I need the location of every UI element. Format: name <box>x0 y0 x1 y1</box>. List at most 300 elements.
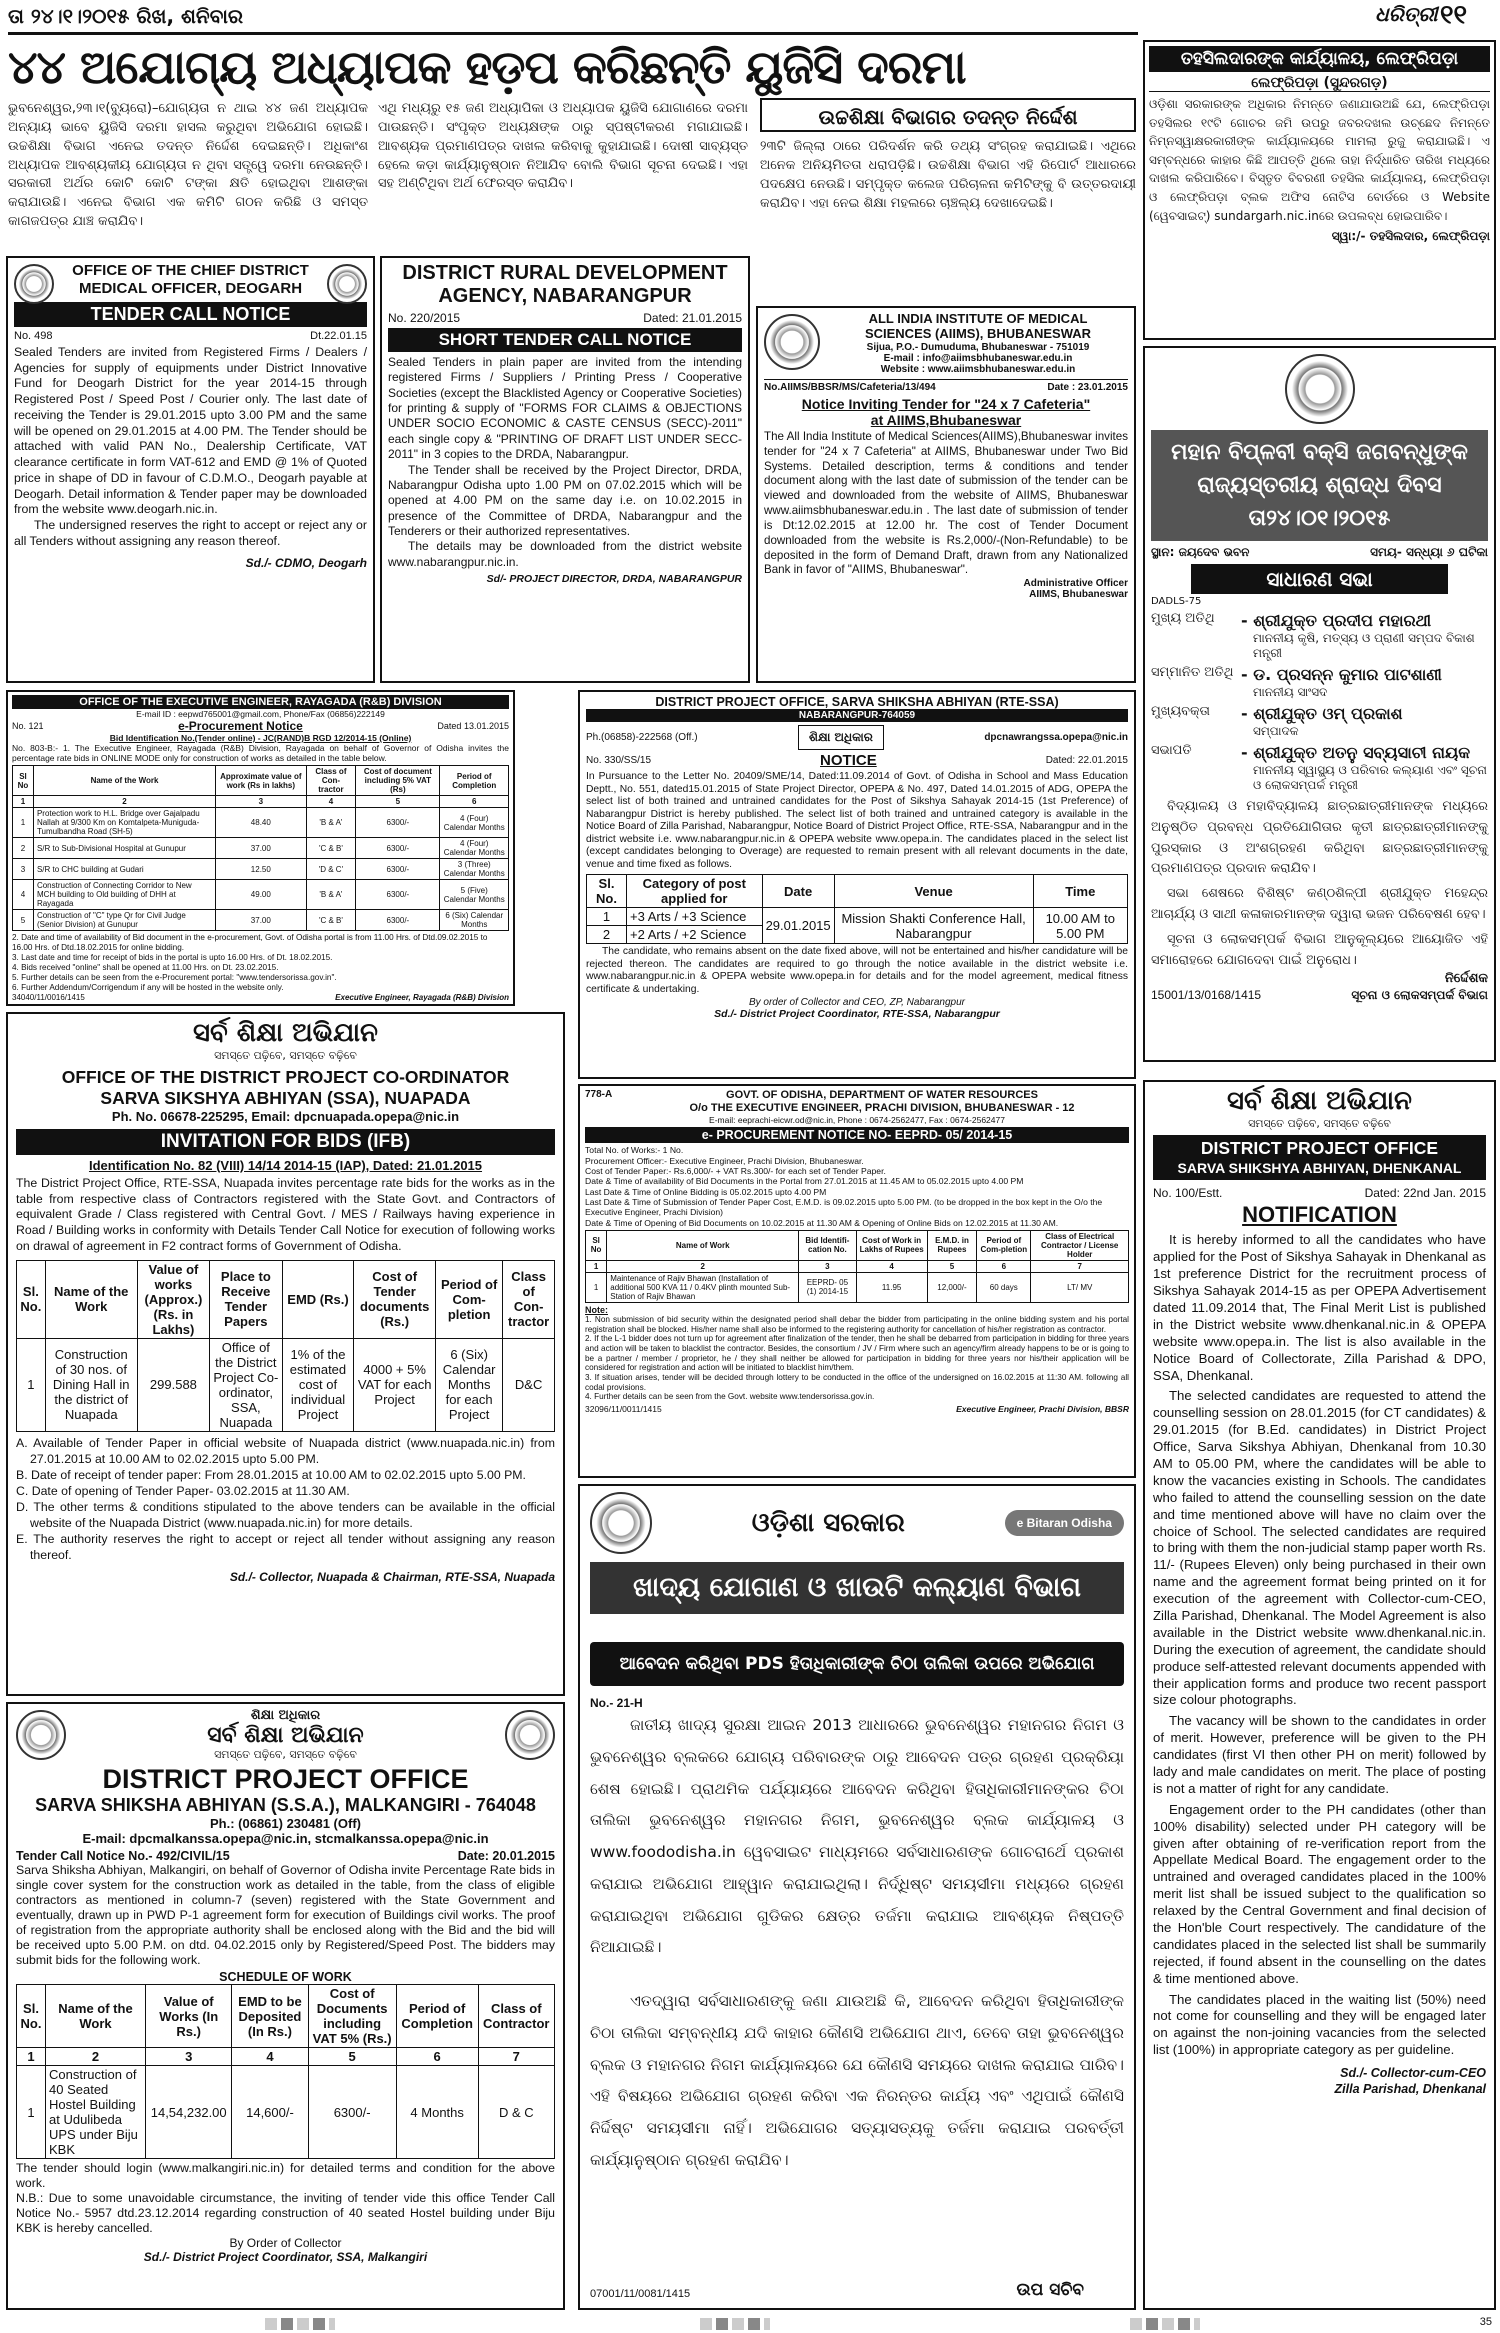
table-row <box>13 859 509 880</box>
table-cell: 3 <box>13 859 34 880</box>
shraddha-para2: ସଭା ଶେଷରେ ବିଶିଷ୍ଟ କଣ୍ଠଶିଳ୍ପୀ ଶ୍ରୀଯୁକ୍ତ ମହେନ୍ଦ୍ର ଆଚାର୍ଯ୍ୟ ଓ ସାଥୀ କଳାକାରମାନଙ୍କ ଦ୍ୱାରା ଭଜନ ପରିବେଷଣ ହେବ। <box>1151 886 1488 922</box>
table-cell: 6 (Six) Calendar Months for each Project <box>435 1338 502 1431</box>
notice-line: Last Date & Time of Online Bidding is 05.02.2015 upto 4.00 PM <box>585 1186 827 1197</box>
note-item: 4. Further details can be seen from the Govt. website www.tendersorissa.gov.in. <box>585 1392 875 1402</box>
dhenkanal-p1: It is hereby informed to all the candidates who have applied for the Post of Sikshya Sahayak in Dhenkanal as 1st preference District for the recruitment process of Sikshya Sahayak 2014-15 as per OPEPA Advertisement dated 11.09.2014 that, The Final Merit List is published in the District website www.dhenkanal.nic.in & OPEPA website www.opepa.in. The list is also available in the Notice Board of Collectorate, Zilla Parishad & DPO, SSA, Dhenkanal. <box>1153 1232 1486 1383</box>
tahasildar-notice <box>1143 40 1496 340</box>
table-cell: 'C & B' <box>306 838 356 859</box>
table-cell: 1 <box>587 908 627 926</box>
table-cell: 6 (Six) Calendar Months <box>440 910 509 931</box>
cdmo-body2: The undersigned reserves the right to accept or reject any or all Tenders without assigning any reason thereof. <box>14 518 367 548</box>
cdmo-sign: Sd./- CDMO, Deogarh <box>245 555 367 570</box>
food-supplies-notice <box>578 1484 1136 2310</box>
nabarangpur-title: DISTRICT PROJECT OFFICE, SARVA SHIKSHA ABHIYAN (RTE-SSA) <box>655 695 1059 709</box>
nabarangpur-bar: NOTICE <box>820 752 877 769</box>
table-header: Sl. No. <box>587 875 627 908</box>
tahasildar-title: ତହସିଲଦାରଙ୍କ କାର୍ଯ୍ୟାଳୟ, ଲେଫ୍ରିପଡ଼ା <box>1149 46 1490 72</box>
odisha-emblem-logo <box>505 1710 555 1760</box>
guest-desc: ମାନନୀୟ କୃଷି, ମତ୍ସ୍ୟ ଓ ପ୍ରାଣୀ ସମ୍ପଦ ବିକାଶ ମନ୍ତ୍ରୀ <box>1253 631 1475 660</box>
footer-page-number: 35 <box>1479 2316 1492 2328</box>
note-item: D. The other terms & conditions stipulated to the above tenders can be available in the official website of the Nuapada District (www.nuapada.nic.in) for more details. <box>16 1499 555 1530</box>
table-column-number: 1 <box>17 2048 46 2066</box>
note-item: 5. Further details can be seen from the e-Procurement portal: "www.tendersorissa.gov.in". <box>12 972 337 982</box>
table-cell: 29.01.2015 <box>762 908 834 944</box>
note-item: 6. Further Addendum/Corrigendum if any will be hosted in the website only. <box>12 982 284 992</box>
table-column-number: 6 <box>977 1260 1031 1272</box>
table-cell: LT/ MV <box>1031 1272 1129 1302</box>
table-cell: 6300/- <box>308 2066 396 2159</box>
table-header: Period of Completion <box>440 766 509 796</box>
malkangiri-sign1: By Order of Collector <box>229 2236 342 2250</box>
table-cell: 4 Months <box>396 2066 478 2159</box>
aiims-address: Sijua, P.O.- Dumuduma, Bhubaneswar - 751019 <box>866 341 1090 353</box>
guest-role: ସଭାପତି <box>1151 743 1192 758</box>
story-box-title: ଉଚ୍ଚଶିକ୍ଷା ବିଭାଗର ତଦନ୍ତ ନିର୍ଦ୍ଦେଶ <box>760 98 1136 132</box>
table-header: Cost of document including 5% VAT (Rs) <box>356 766 440 796</box>
guest-info <box>1241 743 1488 793</box>
table-cell: Construction of 30 nos. of Dining Hall in the district of Nuapada <box>45 1338 137 1431</box>
malkangiri-body2: The tender should login (www.malkangiri.nic.in) for detailed terms and condition for the above work. <box>16 2161 555 2190</box>
table-header: Sl. No. <box>17 1985 46 2048</box>
aiims-tender <box>756 306 1136 683</box>
table-cell: 'D & C' <box>306 859 356 880</box>
guest-info <box>1241 665 1488 700</box>
table-column-number: 7 <box>1031 1260 1129 1272</box>
aiims-body: The All India Institute of Medical Sciences(AIIMS),Bhubaneswar invites tender for "24 x 7 Cafeteria" at AIIMS, Bhubaneswar under Two Bid Systems. Detailed description, terms & conditions and tender document along with the last date of submission of the tender can be viewed and downloaded from the website of AIIMS, Bhubaneswar www.aiimsbhubaneswar.edu.in . The last date of submission of tender is Dt:12.02.2015 at 12.00 hr. The cost of Tender Document downloaded from the website is Rs.2,000/-(Non-Refundable) to be deposited in the form of Demand Draft, drawn from any Nationalized Bank in favor of "AIIMS, Bhubaneswar". <box>764 429 1128 577</box>
table-cell: 12,000/- <box>927 1272 976 1302</box>
table-header: E.M.D. in Rupees <box>927 1230 976 1260</box>
drda-date: Dated: 21.01.2015 <box>643 311 742 325</box>
nabarangpur-sign2: Sd./- District Project Coordinator, RTE-SSA, Nabarangpur <box>714 1007 1000 1020</box>
table-column-number: 3 <box>216 796 307 808</box>
water-title2: O/o THE EXECUTIVE ENGINEER, PRACHI DIVISION, BHUBANESWAR - 12 <box>689 1102 1075 1115</box>
table-cell: +3 Arts / +3 Science <box>626 908 762 926</box>
water-note-heading: Note: <box>585 1304 608 1315</box>
table-cell: 11.95 <box>856 1272 927 1302</box>
odisha-emblem-logo <box>1285 354 1355 424</box>
shraddha-ref: 15001/13/0168/1415 <box>1151 988 1262 1003</box>
aiims-date: Date : 23.01.2015 <box>1047 381 1128 393</box>
rayagada-bid: Bid Identification No.(Tender online) - JC(RAND)B RGD 12/2014-15 (Online) <box>109 733 412 743</box>
shraddha-dept: ସୂଚନା ଓ ଲୋକସମ୍ପର୍କ ବିଭାଗ <box>1351 988 1488 1003</box>
shraddha-para1: ବିଦ୍ୟାଳୟ ଓ ମହାବିଦ୍ୟାଳୟ ଛାତ୍ରଛାତ୍ରୀମାନଙ୍କ ମଧ୍ୟରେ ଅନୁଷ୍ଠିତ ପ୍ରବନ୍ଧ ପ୍ରତିଯୋଗିତାର କୃତୀ ଛାତ୍ରଛାତ୍ରୀମାନଙ୍କୁ ପୁରସ୍କାର ଓ ଅଂଶଗ୍ରହଣ କରିଥିବା ଛାତ୍ରଛାତ୍ରୀମାନଙ୍କୁ ପ୍ରମାଣପତ୍ର ପ୍ରଦାନ କରାଯିବ। <box>1151 799 1488 877</box>
table-cell: 12.50 <box>216 859 307 880</box>
food-sign: ଉପ ସଚିବ <box>1016 2280 1084 2300</box>
table-header: Name of the Work <box>45 1260 137 1338</box>
nuapada-body: The District Project Office, RTE-SSA, Nuapada invites percentage rate bids for the works as in the table from respective class of Contractors registered with the State Govt. and Contractors of equivalent Grade / Class registered with Central Govt. / MES / Railways having experience in Road / Building works in conformity with Details Tender Call Notice for execution of following works on drawal of agreement in F2 contract forms of Government of Odisha. <box>16 1176 555 1253</box>
shraddha-bar: ସାଧାରଣ ସଭା <box>1191 564 1448 594</box>
water-resources-tender <box>578 1084 1136 1478</box>
rayagada-no: No. 121 <box>12 721 44 731</box>
color-registration-marks <box>0 2316 1500 2333</box>
table-header: Period of Completion <box>396 1985 478 2048</box>
nabarangpur-email: dpcnawrangssa.opepa@nic.in <box>984 732 1128 743</box>
malkangiri-email: E-mail: dpcmalkanssa.opepa@nic.in, stcmalkanssa.opepa@nic.in <box>82 1831 489 1846</box>
food-ref: 07001/11/0081/1415 <box>590 2288 691 2300</box>
table-cell: 60 days <box>977 1272 1031 1302</box>
table-cell: 4 (Four) Calendar Months <box>440 808 509 838</box>
table-row <box>587 908 1128 926</box>
table-header: Approximate value of work (Rs in lakhs) <box>216 766 307 796</box>
story-col3: ୨୩ଟି ଜିଲ୍ଲା ଠାରେ ପରିଦର୍ଶନ କରି ତଥ୍ୟ ସଂଗ୍ରହ କରାଯାଇଛି। ଏଥିରେ ଅନେକ ଅନିୟମିତତା ଧରାପଡ଼ିଛି। ଉଚ୍ଚଶିକ୍ଷା ବିଭାଗ ଏହି ରିପୋର୍ଟ ଆଧାରରେ ପଦକ୍ଷେପ ନେଉଛି। ସମ୍ପୃକ୍ତ କଲେଜ ପରିଚାଳନା କମିଟିଙ୍କୁ ବି ଉତ୍ତରଦାୟୀ କରାଯିବ। ଏହା ନେଇ ଶିକ୍ଷା ମହଲରେ ଚାଞ୍ଚଲ୍ୟ ଦେଖାଦେଇଛି। <box>760 139 1136 211</box>
shraddha-time: ସମୟ- ସନ୍ଧ୍ୟା ୬ ଘଟିକା <box>1370 545 1488 559</box>
table-cell: 'B & A' <box>306 808 356 838</box>
table-cell: 14,54,232.00 <box>145 2066 231 2159</box>
tahasildar-body: ଓଡ଼ିଶା ସରକାରଙ୍କ ଅଧିକାର ନିମନ୍ତେ ଜଣାଯାଉଅଛି ଯେ, ଲେଫ୍ରିପଡ଼ା ତହସିଲର ୧୯ଟି ଗୋଚର ଜମି ଉପରୁ ଜବରଦଖଲ ଉଚ୍ଛେଦ ନିମନ୍ତେ ନିମ୍ନସ୍ୱାକ୍ଷରକାରୀଙ୍କ କାର୍ଯ୍ୟାଳୟରେ ମାମଲା ରୁଜୁ କରାଯାଇଛି। ଏ ସମ୍ବନ୍ଧରେ କାହାର କିଛି ଆପତ୍ତି ଥିଲେ ତାହା ନିର୍ଦ୍ଧାରିତ ତାରିଖ ମଧ୍ୟରେ ଦାଖଲ କରିପାରିବେ। ବିସ୍ତୃତ ବିବରଣୀ ତହସିଲ କାର୍ଯ୍ୟାଳୟ, ଲେଫ୍ରିପଡ଼ା ଓ ଲେଫ୍ରିପଡ଼ା ବ୍ଲକ ଅଫିସ ନୋଟିସ ବୋର୍ଡରେ ଓ Website (ୱେବସାଇଟ୍) sundargarh.nic.inରେ ଉପଲବ୍ଧ ହୋଇପାରିବ। <box>1149 97 1490 223</box>
table-cell: 5 (Five) Calendar Months <box>440 880 509 910</box>
table-header: Value of Works (In Rs.) <box>145 1985 231 2048</box>
drda-no: No. 220/2015 <box>388 311 461 325</box>
table-cell: 2 <box>587 926 627 944</box>
note-item: 1. Non submission of bid security within the designated period shall debar the bidder from participating in the online bidding system and his portal registration shall be blocked. His/her name shall also be informed to the registering authority for cancellation of his/her registration as contractor. <box>585 1314 1129 1334</box>
table-cell: Construction of 40 Seated Hostel Building at Udulibeda UPS under Biju KBK <box>46 2066 146 2159</box>
ssa-logo: ସର୍ବ ଶିକ୍ଷା ଅଭିଯାନ ସମସ୍ତେ ପଢ଼ିବେ, ସମସ୍ତେ ବଢ଼ିବେ <box>1227 1086 1412 1130</box>
table-cell: 1 <box>13 808 34 838</box>
table-cell: S/R to Sub-Divisional Hospital at Gunupur <box>33 838 215 859</box>
table-column-number: 6 <box>440 796 509 808</box>
table-column-number: 1 <box>586 1260 607 1272</box>
nabarangpur-ssa-notice <box>578 690 1136 1079</box>
table-cell: S/R to CHC building at Gudari <box>33 859 215 880</box>
table-header: Class of Electrical Contractor / License Holder <box>1031 1230 1129 1260</box>
water-code: 778-A <box>585 1089 613 1100</box>
table-header: Period of Com-pletion <box>977 1230 1031 1260</box>
drda-sign: Sd/- PROJECT DIRECTOR, DRDA, NABARANGPUR <box>486 573 742 586</box>
table-cell: Mission Shakti Conference Hall, Nabarangpur <box>834 908 1033 944</box>
table-cell: 3 (Three) Calendar Months <box>440 859 509 880</box>
table-header: Time <box>1033 875 1127 908</box>
food-govt: ଓଡ଼ିଶା ସରକାର <box>751 1507 905 1538</box>
table-column-number: 3 <box>145 2048 231 2066</box>
odisha-emblem-logo <box>14 264 54 304</box>
tahasildar-subtitle: ଲେଫ୍ରିପଡ଼ା (ସୁନ୍ଦରଗଡ଼) <box>1149 75 1490 92</box>
guest-info <box>1241 704 1488 739</box>
dhenkanal-p2: The selected candidates are requested to attend the counselling session on 28.01.2015 (for CT candidates) & 29.01.2015 (for B.Ed. candidates) in District Project Office, Sarva Sikshya Abhiyan, Dhenkanal from 10.30 AM to 05.00 PM, where the candidates will be able to know the vacancies existing in Schools. The candidates who failed to attend the counselling session on the date and time mentioned above will have no claim over the choice of School. The selected candidates are required to bring with them the non-judicial stamp paper worth Rs. 11/- (Rupees Eleven) only being purchased in their own name and the agreement format being printed on it for execution of the agreement with Collector-cum-CEO, Zilla Parishad, Dhenkanal. The Model Agreement is also available in the District website www.dhenkanal.nic.in. During the execution of agreement, the candidate should produce self-attested relevant documents appended with their application forms and produce two recent passport size colour photographs. <box>1153 1388 1486 1708</box>
cdmo-no: No. 498 <box>14 330 53 342</box>
nuapada-ifb <box>6 1012 565 1696</box>
table-cell: Protection work to H.L. Bridge over Gajalpadu Nallah at 9/300 Km on Komtalpeta-Muniguda- Tumulbandha Road (SH-5) <box>33 808 215 838</box>
header-rule <box>8 32 1138 35</box>
aiims-website: Website : www.aiimsbhubaneswar.edu.in <box>880 363 1076 375</box>
table-header: Period of Com-pletion <box>435 1260 502 1338</box>
table-header: Cost of Tender documents (Rs.) <box>354 1260 436 1338</box>
rayagada-date: Dated 13.01.2015 <box>437 721 509 731</box>
aiims-sign: Administrative Officer AIIMS, Bhubaneswar <box>1023 578 1128 601</box>
food-body2: ଏତଦ୍ୱାରା ସର୍ବସାଧାରଣଙ୍କୁ ଜଣା ଯାଉଅଛି କି, ଆବେଦନ କରିଥିବା ହିତାଧିକାରୀଙ୍କ ଚିଠା ତାଲିକା ସମ୍ବନ୍ଧୀୟ ଯଦି କାହାର କୌଣସି ଅଭିଯୋଗ ଥାଏ, ତେବେ ତାହା ଭୁବନେଶ୍ୱର ବ୍ଲକ ଓ ମହାନଗର ନିଗମ କାର୍ଯ୍ୟାଳୟରେ ଯେ କୌଣସି ସମୟରେ ଦାଖଲ କରାଯାଇ ପାରିବ। ଏହି ବିଷୟରେ ଅଭିଯୋଗ ଗ୍ରହଣ କରିବା ଏକ ନିରନ୍ତର କାର୍ଯ୍ୟ ଏବଂ ଏଥିପାଇଁ କୌଣସି ନିର୍ଦ୍ଦିଷ୍ଟ ସମୟସୀମା ନାହିଁ। ଅଭିଯୋଗର ସତ୍ୟାସତ୍ୟକୁ ତର୍ଜମା କରାଯାଇ ପରବର୍ତ୍ତୀ କାର୍ଯ୍ୟାନୁଷ୍ଠାନ ଗ୍ରହଣ କରାଯିବ। <box>590 1992 1124 2169</box>
ssa-round-logo <box>16 1710 66 1760</box>
table-cell: 6300/- <box>356 880 440 910</box>
cdmo-body: Sealed Tenders are invited from Registered Firms / Dealers / Agencies for supply of equipments under District Innovative Fund for Deogarh District for the year 2014-15 through Registered Post / Speed Post / Courier only. The last date of receiving the Tender is 29.01.2015 upto 3.00 PM and the same will be opened on 29.01.2015 at 4.00 PM. The Tender should be attached with valid PAN No., Dealership Certificate, VAT clearance certificate in form VAT-612 and EMD @ 1% of Quoted price in shape of DD in favour of C.D.M.O., Deogarh payable at Deogarh. Detail information & Tender paper may be downloaded from the website www.deogarh.nic.in. <box>14 345 367 517</box>
guest-name: - ଡ. ପ୍ରସନ୍ନ କୁମାର ପାଟଶାଣୀ <box>1241 665 1442 684</box>
guest-name: - ଶ୍ରୀଯୁକ୍ତ ପ୍ରଦୀପ ମହାରଥୀ <box>1241 611 1432 630</box>
malkangiri-phone: Ph.: (06861) 230481 (Off) <box>209 1816 361 1831</box>
malkangiri-date: Date: 20.01.2015 <box>457 1849 555 1863</box>
dhenkanal-p4: Engagement order to the PH candidates (other than 100% disability) selected under PH category will be given after obtaining of re-verification report from the Appellate Medical Board. The engagement order to the untrained and overaged candidates placed in the 100% merit list shall be issued subject to the qualification so relaxed by the Central Government and final decision of the Hon'ble Court respectively. The candidature of the candidates placed in the selected list shall be summarily rejected, if found absent in the counselling on the dates & time mentioned above. <box>1153 1801 1486 1986</box>
nuapada-table <box>16 1260 555 1432</box>
table-cell: 1% of the estimated cost of individual Project <box>282 1338 354 1431</box>
malkangiri-logo-text: ଶିକ୍ଷା ଅଧିକାର ସର୍ବ ଶିକ୍ଷା ଅଭିଯାନ ସମସ୍ତେ ପଢ଼ିବେ, ସମସ୍ତେ ବଢ଼ିବେ <box>207 1708 364 1761</box>
table-column-number: 5 <box>308 2048 396 2066</box>
rayagada-title: OFFICE OF THE EXECUTIVE ENGINEER, RAYAGADA (R&B) DIVISION <box>12 695 509 709</box>
table-cell: 299.588 <box>137 1338 209 1431</box>
food-bar: ଆବେଦନ କରିଥିବା PDS ହିତାଧିକାରୀଙ୍କ ଚିଠା ତାଲିକା ଉପରେ ଅଭିଯୋଗ <box>590 1642 1124 1686</box>
table-cell: 1 <box>586 1272 607 1302</box>
rayagada-notice: e-Procurement Notice <box>178 719 303 733</box>
table-column-number: 2 <box>33 796 215 808</box>
note-item: 4. Bids received "online" shall be opened at 11.00 Hrs. on Dt. 23.02.2015. <box>12 962 279 972</box>
drda-body3: The details may be downloaded from the district website www.nabarangpur.nic.in. <box>388 539 742 569</box>
table-column-number: 4 <box>856 1260 927 1272</box>
malkangiri-nb: N.B.: Due to some unavoidable circumstance, the inviting of tender vide this office Tender Call Notice No.- 5957 dtd.23.12.2014 regarding construction of 40 seated Hostel building under Biju KBK is hereby cancelled. <box>16 2191 555 2235</box>
nabarangpur-body: In Pursuance to the Letter No. 20409/SME/14, Dated:11.09.2014 of Govt. of Odisha in School and Mass Education Deptt., No. 551, dated15.01.2015 of State Project Director, OPEPA & No. 497, Dated 14.01.2015 of ADG, OPEPA the select list of both trained and untrained candidates for the Post of Sikshya Sahayak 2014-15 (1st Preference) of Nabarangpur District is hereby published. The select list of both trained and untrained category is available in the Notice Board of Zilla Parishad, Nabarangpur, Notice Board of District Project Office, RTE-SSA, Nabarangpur and in the district website i.e. www.nabarangpur.nic.in & OPEPA website www.opepa.in. The candidates placed in the select list (except candidates belonging to Overage) are requested to remain present with all relevant documents in the date, venue and time fixed as follows. <box>586 771 1128 870</box>
table-cell: 49.00 <box>216 880 307 910</box>
food-body: ଜାତୀୟ ଖାଦ୍ୟ ସୁରକ୍ଷା ଆଇନ 2013 ଆଧାରରେ ଭୁବନେଶ୍ୱର ମହାନଗର ନିଗମ ଓ ଭୁବନେଶ୍ୱର ବ୍ଲକରେ ଯୋଗ୍ୟ ପରିବାରଙ୍କ ଠାରୁ ଆବେଦନ ପତ୍ର ଗ୍ରହଣ ପ୍ରକ୍ରିୟା ଶେଷ ହୋଇଛି। ପ୍ରାଥମିକ ପର୍ଯ୍ୟାୟରେ ଆବେଦନ କରିଥିବା ହିତାଧିକାରୀମାନଙ୍କର ଚିଠା ତାଲିକା ଭୁବନେଶ୍ୱର ମହାନଗର ନିଗମ, ଭୁବନେଶ୍ୱର ବ୍ଲକ କାର୍ଯ୍ୟାଳୟ ଓ www.foododisha.in ୱେବସାଇଟ ମାଧ୍ୟମରେ ସର୍ବସାଧାରଣଙ୍କ ଗୋଚରାର୍ଥେ ପ୍ରକାଶ କରାଯାଇ ଅଭିଯୋଗ ଆହ୍ୱାନ କରାଯାଇଥିଲା। ନିର୍ଦ୍ଧିଷ୍ଟ ସମୟସୀମା ମଧ୍ୟରେ ଗ୍ରହଣ କରାଯାଇଥିବା ଅଭିଯୋଗ ଗୁଡିକର କ୍ଷେତ୍ର ତର୍ଜମା କରାଯାଇ ଆବଶ୍ୟକ ନିଷ୍ପତ୍ତି ନିଆଯାଇଛି। <box>590 1716 1124 1957</box>
guest-desc: ମାନନୀୟ ସାଂସଦ <box>1253 685 1328 699</box>
nabarangpur-sub: NABARANGPUR-764059 <box>586 709 1128 722</box>
cdmo-date: Dt.22.01.15 <box>310 330 367 342</box>
nabarangpur-body2: The candidate, who remains absent on the date fixed above, will not be entertained and his/her candidature will be rejected thereon. The candidates are required to go through the notice available in the district website i.e. www.nabarangpur.nic.in & OPEPA website www.opepa.in for details and for the model agreement, medical fitness certificate & undertaking. <box>586 946 1128 996</box>
table-column-number: 7 <box>478 2048 554 2066</box>
table-column-number: 4 <box>306 796 356 808</box>
note-item: C. Date of opening of Tender Paper- 03.02.2015 at 11.30 AM. <box>16 1483 350 1498</box>
table-header: Sl. No. <box>17 1260 46 1338</box>
table-cell: 6300/- <box>356 910 440 931</box>
rayagada-sign: Executive Engineer, Rayagada (R&B) Division <box>335 993 509 1003</box>
table-cell: 6300/- <box>356 808 440 838</box>
guest-row <box>1151 704 1488 739</box>
guest-desc: ସମ୍ପାଦକ <box>1253 724 1299 738</box>
table-header: Category of post applied for <box>626 875 762 908</box>
drda-tender <box>380 256 750 683</box>
table-header: EMD (Rs.) <box>282 1260 354 1338</box>
shraddha-notice <box>1143 346 1496 1062</box>
malkangiri-title2: SARVA SHIKSHA ABHIYAN (S.S.A.), MALKANGIRI - 764048 <box>35 1795 536 1815</box>
nabarangpur-table <box>586 874 1128 944</box>
shraddha-banner: ମହାନ ବିପ୍ଳବୀ ବକ୍ସି ଜଗବନ୍ଧୁଙ୍କ ରାଜ୍ୟସ୍ତରୀୟ ଶ୍ରାଦ୍ଧ ଦିବସ ତା୨୪।୦୧।୨୦୧୫ <box>1151 430 1488 541</box>
table-header: Bid Identifi-cation No. <box>799 1230 856 1260</box>
shraddha-code: DADLS-75 <box>1151 596 1202 607</box>
water-ref: 32096/11/0011/1415 <box>585 1403 662 1414</box>
note-item: 2. If the L-1 bidder does not turn up for agreement after finalization of the tender, then he shall be debarred from participation in bidding for three years and action will be taken to blacklist the contractor. Besides, the consortium / JV / Firm where such an agency/firm already happens to be or is going to be a partner / member / proprietor, he / they shall neither be allowed for participation in bidding for three years nor his/their application will be considered for registration and action will be initiated to blacklist him/them. <box>585 1334 1129 1373</box>
table-cell: +2 Arts / +2 Science <box>626 926 762 944</box>
table-cell: 6300/- <box>356 859 440 880</box>
rayagada-table <box>12 765 509 931</box>
dhenkanal-title: DISTRICT PROJECT OFFICE SARVA SHIKSHYA ABHIYAN, DHENKANAL <box>1153 1135 1486 1180</box>
nabarangpur-sign1: By order of Collector and CEO, ZP, Nabarangpur <box>748 996 966 1008</box>
dhenkanal-heading: NOTIFICATION <box>1242 1202 1397 1228</box>
aiims-logo <box>764 314 820 370</box>
nabarangpur-phone: Ph.(06858)-222568 (Off.) <box>586 732 698 743</box>
malkangiri-table <box>16 1984 555 2159</box>
table-header: Value of works (Approx.) (Rs. in Lakhs) <box>137 1260 209 1338</box>
story-col2: ଏଥି ମଧ୍ୟରୁ ୧୫ ଜଣ ଅଧ୍ୟାପିକା ଓ ଅଧ୍ୟାପକ ୟୁଜିସି ଯୋଗାଣରେ ଦରମା ପାଉଛନ୍ତି। ସଂପୃକ୍ତ ଅଧ୍ୟକ୍ଷଙ୍କ ଠାରୁ ସ୍ପଷ୍ଟୀକରଣ ମଗାଯାଇଛି। ଆବଶ୍ୟକ ପ୍ରମାଣପତ୍ର ଦାଖଲ କରିବାକୁ କୁହାଯାଇଛି। ଦୋଷୀ ସାବ୍ୟସ୍ତ ହେଲେ କଡ଼ା କାର୍ଯ୍ୟାନୁଷ୍ଠାନ ନିଆଯିବ ବୋଲି ବିଭାଗ ସୂଚନା ଦେଇଛି। ଏହା ସହ ଅଣ୍ଟିଥିବା ଅର୍ଥ ଫେରସ୍ତ କରାଯିବ। <box>378 101 748 192</box>
page-number: ୧୧ <box>1440 0 1468 30</box>
guest-row <box>1151 611 1488 661</box>
notice-line: Date & Time of Opening of Bid Documents on 10.02.2015 at 11.30 AM & Opening of Online Bids on 12.02.2015 at 11.30 AM. <box>585 1217 1059 1228</box>
table-cell: 48.40 <box>216 808 307 838</box>
odisha-emblem-logo <box>590 1492 652 1554</box>
table-header: Cost of Work in Lakhs of Rupees <box>856 1230 927 1260</box>
dhenkanal-sign: Sd./- Collector-cum-CEO Zilla Parishad, Dhenkanal <box>1334 2066 1486 2097</box>
table-cell: 14,600/- <box>232 2066 308 2159</box>
guest-row <box>1151 743 1488 793</box>
table-cell: Construction of "C" type Qr for Civil Judge (Senior Division) at Gunupur <box>33 910 215 931</box>
guest-name: - ଶ୍ରୀଯୁକ୍ତ ଅତନୁ ସବ୍ୟସାଚୀ ନାୟକ <box>1241 743 1471 762</box>
table-header: Sl No <box>13 766 34 796</box>
table-cell: 6300/- <box>356 838 440 859</box>
table-header: Class of Con-tractor <box>306 766 356 796</box>
rayagada-tender <box>6 690 515 1006</box>
table-header: Class of Con-tractor <box>503 1260 555 1338</box>
table-header: Date <box>762 875 834 908</box>
aiims-no: No.AIIMS/BBSR/MS/Cafeteria/13/494 <box>764 381 936 393</box>
table-cell: 1 <box>17 1338 46 1431</box>
paper-logo: ଧରିତ୍ରୀ <box>1375 2 1438 26</box>
table-cell: 37.00 <box>216 838 307 859</box>
aiims-email: E-mail : info@aiimsbhubaneswar.edu.in <box>883 352 1073 364</box>
note-item: A. Available of Tender Paper in official website of Nuapada district (www.nuapada.nic.in) from 27.01.2015 at 10.00 AM to 02.02.2015 upto 5.00 PM. <box>16 1435 555 1466</box>
drda-title: DISTRICT RURAL DEVELOPMENT AGENCY, NABARANGPUR <box>402 262 728 307</box>
shiksha-adhikar-logo: ଶିକ୍ଷା ଅଧିକାର <box>798 725 884 750</box>
nuapada-bar: INVITATION FOR BIDS (IFB) <box>16 1129 555 1155</box>
table-cell: Maintenance of Rajiv Bhawan (Installation of additional 500 KVA 11 / 0.4KV plinth mounted Sub-Station of Rajiv Bhawan <box>607 1272 799 1302</box>
table-column-number: 3 <box>799 1260 856 1272</box>
story-col1: ଭୁବନେଶ୍ୱର,୨୩।୧(ବ୍ୟୁରୋ)–ଯୋଗ୍ୟତା ନ ଥାଇ ୪୪ ଜଣ ଅଧ୍ୟାପକ ଅନ୍ୟାୟ ଭାବେ ୟୁଜିସି ଦରମା ହାସଲ କରୁଥିବା ଅଭିଯୋଗ ହୋଇଛି। ଉଚ୍ଚଶିକ୍ଷା ବିଭାଗ ଏନେଇ ତଦନ୍ତ ନିର୍ଦ୍ଦେଶ ଦେଇଛନ୍ତି। ଅଧିକାଂଶ ଅଧ୍ୟାପକ ଆବଶ୍ୟକୀୟ ଯୋଗ୍ୟତା ନ ଥିବା ସତ୍ତ୍ୱେ ଦରମା ନେଉଛନ୍ତି। ସରକାରୀ ଅର୍ଥର କୋଟି କୋଟି ଟଙ୍କା କ୍ଷତି ହୋଇଥିବା ଆଶଙ୍କା କରାଯାଉଛି। ଏନେଇ ବିଭାଗ ଏକ କମିଟି ଗଠନ କରିଛି ଓ ସମସ୍ତ କାଗଜପତ୍ର ଯାଞ୍ଚ କରାଯିବ। <box>8 101 368 230</box>
guest-role: ମୁଖ୍ୟବକ୍ତା <box>1151 704 1210 719</box>
table-cell: Construction of Connecting Corridor to New MCH building to Old building of DHH at Rayagada <box>33 880 215 910</box>
table-header: Name of Work <box>607 1230 799 1260</box>
table-cell: 5 <box>13 910 34 931</box>
date-line: ତା ୨୪।୧।୨୦୧୫ ରିଖ, ଶନିବାର <box>8 4 244 28</box>
ssa-logo: ସର୍ବ ଶିକ୍ଷା ଅଭିଯାନ ସମସ୍ତେ ପଢ଼ିବେ, ସମସ୍ତେ ବଢ଼ିବେ <box>193 1018 378 1062</box>
cdmo-tender <box>6 256 375 683</box>
table-cell: 1 <box>17 2066 46 2159</box>
shraddha-venue: ସ୍ଥାନ: ଜୟଦେବ ଭବନ <box>1151 545 1250 559</box>
tahasildar-sign: ସ୍ୱା:/- ତହସିଲଦାର, ଲେଫ୍ରିପଡ଼ା <box>1331 229 1490 244</box>
note-item: 3. Last date and time for receipt of bids in the portal is upto 16.00 Hrs. of Dt. 18.02.2015. <box>12 953 333 963</box>
ebitaran-logo: e Bitaran Odisha <box>1005 1510 1124 1536</box>
water-title1: GOVT. OF ODISHA, DEPARTMENT OF WATER RESOURCES <box>726 1089 1038 1101</box>
cdmo-title: OFFICE OF THE CHIEF DISTRICT MEDICAL OFFICER, DEOGARH <box>72 262 309 297</box>
guest-info <box>1241 611 1488 661</box>
table-row <box>13 880 509 910</box>
malkangiri-body: Sarva Shiksha Abhiyan, Malkangiri, on behalf of Governor of Odisha invite Percentage Rate bids in single cover system for the construction work as detailed in the table, from the class of eligible contractors as mentioned in column-7 (seven) registered with the State Government and eventually, drawn up in PWD P-1 agreement form for execution of Buildings civil works. The proof of registration from the appropriate authority shall be enclosed along with the Bid and the bid will be received upto 5.00 P.M. on dtd. 04.02.2015 only by Registered/Speed Post. The bidders may submit bids for the following work. <box>16 1863 555 1967</box>
food-no: No.- 21-H <box>590 1696 643 1710</box>
note-item: 2. Date and time of availability of Bid document in the e-procurement, Govt. of Odisha portal is from 11.00 Hrs. of Dtd.09.02.2015 to 16.00 Hrs. of Dtd.18.02.2015 for online bidding. <box>12 933 488 953</box>
table-cell: 10.00 AM to 5.00 PM <box>1033 908 1127 944</box>
notice-line: Procurement Officer:- Executive Engineer, Prachi Division, Bhubaneswar. <box>585 1155 864 1166</box>
rayagada-ref: 34040/11/0016/1415 <box>12 993 85 1003</box>
table-header: Cost of Documents including VAT 5% (Rs.) <box>308 1985 396 2048</box>
table-column-number: 6 <box>396 2048 478 2066</box>
shraddha-para3: ସୂଚନା ଓ ଲୋକସମ୍ପର୍କ ବିଭାଗ ଆନୁକୂଲ୍ୟରେ ଆୟୋଜିତ ଏହି ସମାରୋହରେ ଯୋଗଦେବା ପାଇଁ ଅନୁରୋଧ। <box>1151 931 1488 968</box>
table-cell: 4 (Four) Calendar Months <box>440 838 509 859</box>
rayagada-intro: No. 803-B:- 1. The Executive Engineer, Rayagada (R&B) Division, Rayagada on behalf of Governor of Odisha invites the percentage rate bids in ONLINE MODE only for construction of works as detailed in the table below. <box>12 743 509 764</box>
food-dept: ଖାଦ୍ୟ ଯୋଗାଣ ଓ ଖାଉଟି କଲ୍ୟାଣ ବିଭାଗ <box>590 1562 1124 1614</box>
nuapada-title: OFFICE OF THE DISTRICT PROJECT CO-ORDINATOR SARVA SIKSHYA ABHIYAN (SSA), NUAPADA <box>61 1067 510 1108</box>
table-header: Name of the Work <box>33 766 215 796</box>
table-row <box>13 838 509 859</box>
table-cell: EEPRD- 05 (1) 2014-15 <box>799 1272 856 1302</box>
malkangiri-tender <box>6 1702 565 2310</box>
dhenkanal-p3: The vacancy will be shown to the candidates in order of merit. However, preference will be given to the PH candidates (first VI then other PH on merit) followed by lady and male candidates on merit. The place of posting is not a matter of right for any candidate. <box>1153 1713 1486 1796</box>
table-cell: D&C <box>503 1338 555 1431</box>
guest-name: - ଶ୍ରୀଯୁକ୍ତ ଓମ୍ ପ୍ରକାଶ <box>1241 704 1403 723</box>
table-cell: 4 <box>13 880 34 910</box>
aiims-title: ALL INDIA INSTITUTE OF MEDICAL SCIENCES (AIIMS), BHUBANESWAR <box>864 311 1092 341</box>
cdmo-bar: TENDER CALL NOTICE <box>14 302 367 327</box>
nabarangpur-date: Dated: 22.01.2015 <box>1045 755 1128 766</box>
note-item: 3. If situation arises, tender will be decided through lottery to be conducted in the office of the undersigned on 16.02.2015 at 11:30 AM. following all codal provisions. <box>585 1372 1129 1392</box>
malkangiri-sign2: Sd./- District Project Coordinator, SSA, Malkangiri <box>143 2250 428 2264</box>
nuapada-ident: Identification No. 82 (VIII) 14/14 2014-15 (IAP), Dated: 21.01.2015 <box>88 1158 483 1173</box>
table-cell: 37.00 <box>216 910 307 931</box>
guest-desc: ମାନନୀୟ ସ୍ୱାସ୍ଥ୍ୟ ଓ ପରିବାର କଲ୍ୟାଣ ଏବଂ ସୂଚନା ଓ ଲୋକସମ୍ପର୍କ ମନ୍ତ୍ରୀ <box>1253 763 1487 792</box>
table-cell: 4000 + 5% VAT for each Project <box>354 1338 436 1431</box>
malkangiri-title1: DISTRICT PROJECT OFFICE <box>102 1764 469 1794</box>
guest-row <box>1151 665 1488 700</box>
water-table <box>585 1230 1129 1303</box>
water-contact: E-mail: eeprachi-eicwr.od@nic.in, Phone : 0674-2562477, Fax : 0674-2562477 <box>709 1115 1005 1126</box>
nrhm-logo <box>327 264 367 304</box>
table-header: Place to Receive Tender Papers <box>210 1260 282 1338</box>
drda-body: Sealed Tenders in plain paper are invited from the intending registered Firms / Suppliers / Printing Press / Cooperative Societies (except the Blacklisted Agency or Cooperative Societies) for printing & supply of "FORMS FOR CLAIMS & OBJECTIONS UNDER SOCIO ECONOMIC & CASTE CENSUS (SECC)-2011" each single copy & "PRINTING OF DRAFT LIST UNDER SECC-2011" in 3 copies to the DRDA, Nabarangpur. <box>388 355 742 462</box>
headline: ୪୪ ଅଯୋଗ୍ୟ ଅଧ୍ୟାପକ ହଡ଼ପ କରିଛନ୍ତି ୟୁଜିସି ଦରମା <box>8 40 966 94</box>
malkangiri-schedule: SCHEDULE OF WORK <box>219 1970 352 1984</box>
table-header: Venue <box>834 875 1033 908</box>
guest-role: ସମ୍ମାନିତ ଅତିଥି <box>1151 665 1234 680</box>
malkangiri-no: Tender Call Notice No.- 492/CIVIL/15 <box>16 1849 230 1863</box>
notice-line: Total No. of Works:- 1 No. <box>585 1145 684 1156</box>
table-cell: 'C & B' <box>306 910 356 931</box>
table-header: Sl No <box>586 1230 607 1260</box>
table-cell: 2 <box>13 838 34 859</box>
note-item: B. Date of receipt of tender paper: From 28.01.2015 at 10.00 AM to 02.02.2015 upto 5.00 PM. <box>16 1467 526 1482</box>
table-row <box>13 808 509 838</box>
water-sign: Executive Engineer, Prachi Division, BBSR <box>956 1403 1129 1414</box>
guest-role: ମୁଖ୍ୟ ଅତିଥି <box>1151 611 1215 626</box>
dhenkanal-no: No. 100/Estt. <box>1153 1186 1223 1201</box>
notice-line: Last Date & Time of Submission of Tender Paper Cost, E.M.D. is 09.02.2015 upto 5.00 PM. (to be dropped in the box kept in the O/o the Executive Engineer, Prachi Division) <box>585 1196 1103 1218</box>
table-column-number: 5 <box>927 1260 976 1272</box>
note-item: E. The authority reserves the right to accept or reject all tender without assigning any reason thereof. <box>16 1531 555 1562</box>
drda-bar: SHORT TENDER CALL NOTICE <box>388 328 742 352</box>
table-cell: D & C <box>478 2066 554 2159</box>
table-column-number: 4 <box>232 2048 308 2066</box>
table-column-number: 1 <box>13 796 34 808</box>
shraddha-sign-role: ନିର୍ଦ୍ଦେଶକ <box>1444 971 1488 987</box>
dhenkanal-p5: The candidates placed in the waiting list (50%) need not come for counselling and they will be engaged later on against the non-joining vacancies from the selected list (100%) in appropriate category as per guideline. <box>1153 1991 1486 2058</box>
nuapada-phone: Ph. No. 06678-225295, Email: dpcnuapada.opepa@nic.in <box>111 1109 460 1124</box>
table-header: Name of the Work <box>46 1985 146 2048</box>
table-row <box>13 910 509 931</box>
table-cell: Office of the District Project Co-ordinator, SSA, Nuapada <box>210 1338 282 1431</box>
drda-body2: The Tender shall be received by the Project Director, DRDA, Nabarangpur Odisha upto 1.00 PM on 07.02.2015 which will be opened at 4.00 PM on the same day i.e. on 10.02.2015 in presence of the Committee of DRDA, Nabarangpur and the Tenderers or their authorized representatives. <box>388 462 742 538</box>
table-header: EMD to be Deposited (In Rs.) <box>232 1985 308 2048</box>
nabarangpur-no: No. 330/SS/15 <box>586 755 652 766</box>
table-header: Class of Contractor <box>478 1985 554 2048</box>
aiims-heading: Notice Inviting Tender for "24 x 7 Cafeteria" at AIIMS,Bhubaneswar <box>801 395 1091 428</box>
table-column-number: 2 <box>46 2048 146 2066</box>
rayagada-contact: E-mail ID : eepwd765001@gmail.com, Phone/Fax (06856)222149 <box>136 709 385 719</box>
nuapada-sign: Sd./- Collector, Nuapada & Chairman, RTE-SSA, Nuapada <box>229 1569 555 1584</box>
table-cell: 'B & A' <box>306 880 356 910</box>
water-bar: e- PROCUREMENT NOTICE NO- EEPRD- 05/ 2014-15 <box>585 1127 1129 1143</box>
table-column-number: 5 <box>356 796 440 808</box>
notice-line: Cost of Tender Paper:- Rs.6,000/- + VAT Rs.300/- for each set of Tender Paper. <box>585 1166 886 1176</box>
notice-line: Date & Time of availability of Bid Documents in the Portal from 27.01.2015 at 11.45 AM to 05.02.2015 upto 4.00 PM <box>585 1176 1024 1187</box>
dhenkanal-date: Dated: 22nd Jan. 2015 <box>1364 1186 1486 1201</box>
